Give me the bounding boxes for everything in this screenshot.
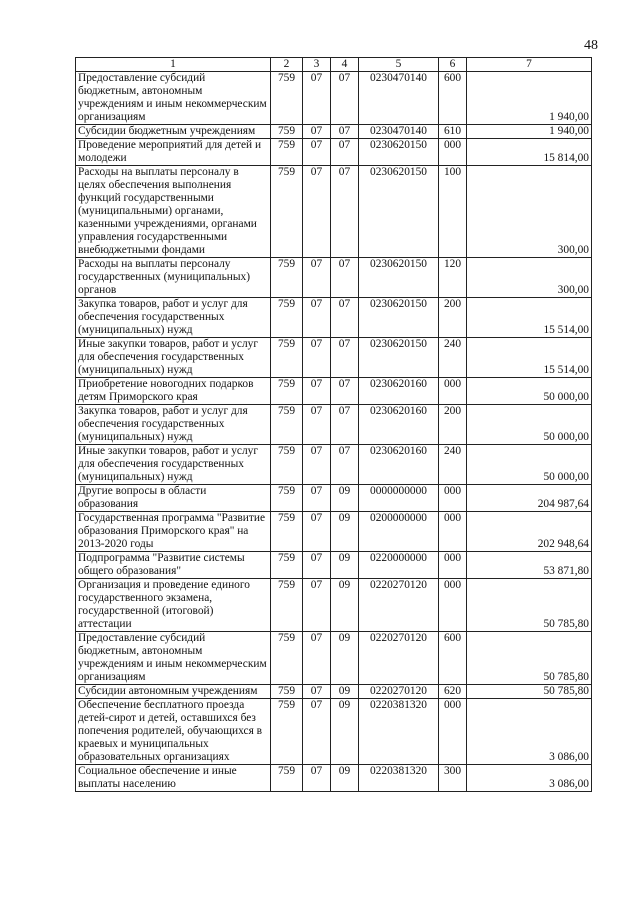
amount-cell: 50 000,00 [467,378,592,405]
item-name: Приобретение новогодних подарков детям Приморского края [76,378,271,405]
item-name: Иные закупки товаров, работ и услуг для обеспечения государственных (муниципальных) нужд [76,338,271,378]
code-cell: 0230620150 [359,166,439,258]
item-name: Иные закупки товаров, работ и услуг для обеспечения государственных (муниципальных) нужд [76,445,271,485]
table-row [76,72,592,125]
code-cell: 07 [331,139,359,166]
code-cell: 07 [303,552,331,579]
code-cell: 09 [331,765,359,792]
code-cell: 0230620150 [359,338,439,378]
item-name: Организация и проведение единого государственного экзамена, государственной (итоговой) аттестации [76,579,271,632]
code-cell: 07 [303,579,331,632]
code-cell: 07 [303,166,331,258]
amount-cell: 202 948,64 [467,512,592,552]
code-cell: 759 [271,338,303,378]
item-name: Субсидии автономным учреждениям [76,685,271,699]
item-name: Проведение мероприятий для детей и молодежи [76,139,271,166]
code-cell: 759 [271,139,303,166]
code-cell: 759 [271,765,303,792]
code-cell: 07 [331,405,359,445]
code-cell: 0230620150 [359,139,439,166]
table-row [76,765,592,792]
code-cell: 759 [271,552,303,579]
code-cell: 0230620160 [359,445,439,485]
code-cell: 000 [439,512,467,552]
amount-cell: 15 514,00 [467,298,592,338]
column-header: 4 [331,58,359,72]
amount-cell: 15 814,00 [467,139,592,166]
code-cell: 07 [303,338,331,378]
amount-cell: 3 086,00 [467,699,592,765]
code-cell: 200 [439,405,467,445]
code-cell: 0220000000 [359,552,439,579]
column-header: 5 [359,58,439,72]
code-cell: 759 [271,685,303,699]
code-cell: 09 [331,632,359,685]
table-row [76,125,592,139]
page-number: 48 [584,38,598,53]
column-header: 3 [303,58,331,72]
item-name: Предоставление субсидий бюджетным, автономным учреждениям и иным некоммерческим организациям [76,632,271,685]
code-cell: 07 [331,298,359,338]
code-cell: 07 [331,72,359,125]
code-cell: 610 [439,125,467,139]
code-cell: 759 [271,512,303,552]
amount-cell: 15 514,00 [467,338,592,378]
code-cell: 120 [439,258,467,298]
amount-cell: 50 000,00 [467,405,592,445]
item-name: Расходы на выплаты персоналу в целях обеспечения выполнения функций государственными (муниципальными) органами, казенными учреждениями, органами управления государственными внебюджетными фондами [76,166,271,258]
code-cell: 600 [439,632,467,685]
table-row [76,258,592,298]
code-cell: 07 [303,139,331,166]
code-cell: 240 [439,338,467,378]
code-cell: 0220270120 [359,579,439,632]
code-cell: 09 [331,579,359,632]
item-name: Подпрограмма "Развитие системы общего образования" [76,552,271,579]
code-cell: 0000000000 [359,485,439,512]
amount-cell: 50 785,80 [467,632,592,685]
code-cell: 07 [303,72,331,125]
code-cell: 07 [303,699,331,765]
table-row [76,552,592,579]
column-header: 2 [271,58,303,72]
code-cell: 0220270120 [359,685,439,699]
code-cell: 000 [439,579,467,632]
table-row [76,338,592,378]
code-cell: 07 [331,378,359,405]
code-cell: 09 [331,552,359,579]
item-name: Закупка товаров, работ и услуг для обеспечения государственных (муниципальных) нужд [76,298,271,338]
code-cell: 07 [303,405,331,445]
code-cell: 09 [331,485,359,512]
code-cell: 759 [271,699,303,765]
table-row [76,298,592,338]
code-cell: 0220381320 [359,699,439,765]
amount-cell: 300,00 [467,166,592,258]
code-cell: 07 [303,765,331,792]
table-row [76,405,592,445]
amount-cell: 50 000,00 [467,445,592,485]
amount-cell: 1 940,00 [467,72,592,125]
code-cell: 07 [331,258,359,298]
code-cell: 759 [271,445,303,485]
code-cell: 000 [439,699,467,765]
code-cell: 240 [439,445,467,485]
code-cell: 0230620160 [359,378,439,405]
table-row [76,139,592,166]
code-cell: 000 [439,378,467,405]
code-cell: 07 [303,632,331,685]
column-header: 6 [439,58,467,72]
amount-cell: 300,00 [467,258,592,298]
amount-cell: 53 871,80 [467,552,592,579]
table-row [76,166,592,258]
amount-cell: 204 987,64 [467,485,592,512]
code-cell: 000 [439,485,467,512]
column-header: 1 [76,58,271,72]
code-cell: 09 [331,699,359,765]
code-cell: 620 [439,685,467,699]
code-cell: 759 [271,378,303,405]
amount-cell: 50 785,80 [467,685,592,699]
code-cell: 200 [439,298,467,338]
budget-table [75,57,592,792]
code-cell: 0230470140 [359,125,439,139]
code-cell: 300 [439,765,467,792]
item-name: Обеспечение бесплатного проезда детей-сирот и детей, оставшихся без попечения родителей, обучающихся в краевых и муниципальных образовательных организациях [76,699,271,765]
table-row [76,699,592,765]
code-cell: 759 [271,298,303,338]
item-name: Другие вопросы в области образования [76,485,271,512]
table-row [76,512,592,552]
code-cell: 09 [331,685,359,699]
code-cell: 759 [271,125,303,139]
code-cell: 09 [331,512,359,552]
code-cell: 0230620150 [359,298,439,338]
table-row [76,445,592,485]
code-cell: 0230620160 [359,405,439,445]
table-row [76,485,592,512]
table-row [76,579,592,632]
table-row [76,685,592,699]
amount-cell: 50 785,80 [467,579,592,632]
code-cell: 759 [271,166,303,258]
code-cell: 07 [331,338,359,378]
code-cell: 759 [271,485,303,512]
item-name: Государственная программа "Развитие образования Приморского края" на 2013-2020 годы [76,512,271,552]
code-cell: 000 [439,552,467,579]
code-cell: 07 [303,258,331,298]
amount-cell: 3 086,00 [467,765,592,792]
code-cell: 759 [271,72,303,125]
item-name: Предоставление субсидий бюджетным, автономным учреждениям и иным некоммерческим организациям [76,72,271,125]
code-cell: 07 [331,125,359,139]
code-cell: 07 [331,445,359,485]
table-header-row [76,58,592,72]
code-cell: 07 [303,125,331,139]
code-cell: 07 [303,685,331,699]
code-cell: 07 [303,378,331,405]
code-cell: 0220270120 [359,632,439,685]
table-row [76,632,592,685]
code-cell: 0200000000 [359,512,439,552]
item-name: Субсидии бюджетным учреждениям [76,125,271,139]
code-cell: 07 [331,166,359,258]
item-name: Социальное обеспечение и иные выплаты населению [76,765,271,792]
code-cell: 07 [303,512,331,552]
code-cell: 07 [303,485,331,512]
code-cell: 07 [303,445,331,485]
code-cell: 0230620150 [359,258,439,298]
code-cell: 0230470140 [359,72,439,125]
code-cell: 759 [271,579,303,632]
code-cell: 759 [271,258,303,298]
code-cell: 759 [271,405,303,445]
code-cell: 100 [439,166,467,258]
table-row [76,378,592,405]
code-cell: 000 [439,139,467,166]
code-cell: 759 [271,632,303,685]
item-name: Закупка товаров, работ и услуг для обеспечения государственных (муниципальных) нужд [76,405,271,445]
code-cell: 0220381320 [359,765,439,792]
code-cell: 600 [439,72,467,125]
amount-cell: 1 940,00 [467,125,592,139]
column-header: 7 [467,58,592,72]
item-name: Расходы на выплаты персоналу государственных (муниципальных) органов [76,258,271,298]
code-cell: 07 [303,298,331,338]
